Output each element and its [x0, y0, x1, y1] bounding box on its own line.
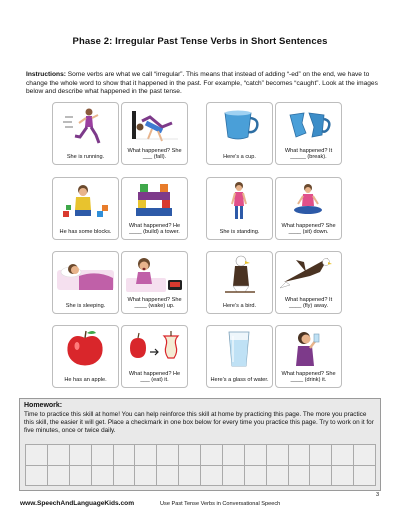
apple-core-icon: [122, 326, 187, 370]
practice-checkbox[interactable]: [179, 445, 201, 466]
practice-checkbox[interactable]: [267, 466, 289, 487]
eagle-perched-icon: [207, 252, 272, 296]
picture-card: [121, 177, 188, 240]
card-caption: Here’s a bird.: [222, 303, 257, 310]
practice-checkbox[interactable]: [135, 466, 157, 487]
card-caption: What happened? She ____ (drink) it.: [281, 370, 336, 384]
waking-girl-icon: [122, 252, 187, 296]
practice-checkbox[interactable]: [223, 466, 245, 487]
picture-card: [206, 325, 273, 388]
practice-checkbox[interactable]: [70, 445, 92, 466]
practice-checkbox[interactable]: [354, 466, 376, 487]
instructions-text: Some verbs are what we call “irregular”. This means that instead of adding “-ed” on the end, we have to change the whole word to show that it happened in the past. For example, “catch” becomes “caught”. Look at the images below and describe what happened in the past tense.: [26, 71, 378, 96]
picture-card: [206, 251, 273, 314]
card-caption: What happened? It _____ (break).: [284, 147, 333, 161]
water-glass-icon: [207, 326, 272, 370]
picture-card: [121, 325, 188, 388]
practice-checkbox[interactable]: [245, 466, 267, 487]
picture-card: [52, 177, 119, 240]
picture-card: [206, 177, 273, 240]
practice-checkbox[interactable]: [289, 466, 311, 487]
practice-checkbox[interactable]: [92, 466, 114, 487]
card-caption: What happened? She ____ (wake) up.: [127, 296, 182, 310]
card-caption: What happened? It ____ (fly) away.: [284, 296, 333, 310]
practice-checkbox[interactable]: [157, 466, 179, 487]
practice-checkbox-grid: [25, 444, 376, 486]
card-caption: Here’s a cup.: [223, 154, 256, 161]
boy-with-blocks-icon: [53, 178, 118, 222]
picture-card: [275, 177, 342, 240]
falling-girl-icon: [122, 103, 187, 147]
card-caption: He has some blocks.: [59, 229, 112, 236]
card-caption: He has an apple.: [64, 377, 107, 384]
practice-checkbox[interactable]: [267, 445, 289, 466]
practice-checkbox[interactable]: [26, 445, 48, 466]
page-title: Phase 2: Irregular Past Tense Verbs in Short Sentences: [72, 36, 328, 47]
instructions-label: Instructions:: [26, 71, 66, 78]
practice-checkbox[interactable]: [354, 445, 376, 466]
practice-checkbox[interactable]: [114, 445, 136, 466]
card-caption: Here’s a glass of water.: [210, 377, 269, 384]
picture-card: [52, 102, 119, 165]
picture-card: [275, 102, 342, 165]
homework-text: Time to practice this skill at home! You can help reinforce this skill at home by practicing this page. The more you practice this skill, the easier it will get. Place a checkmark in one box below for every time you practice this page. Try to work on it for five minutes, once or twice daily.: [24, 411, 374, 435]
card-caption: She is running.: [66, 154, 105, 161]
blue-cup-icon: [207, 103, 272, 147]
practice-checkbox[interactable]: [70, 466, 92, 487]
practice-checkbox[interactable]: [310, 445, 332, 466]
practice-checkbox[interactable]: [310, 466, 332, 487]
page-number: 3: [376, 492, 380, 498]
practice-checkbox[interactable]: [289, 445, 311, 466]
picture-card: [206, 102, 273, 165]
card-caption: She is sleeping.: [65, 303, 106, 310]
picture-card: [275, 325, 342, 388]
standing-girl-icon: [207, 178, 272, 222]
block-tower-icon: [122, 178, 187, 222]
card-caption: What happened? She ___ (fall).: [127, 147, 182, 161]
running-girl-icon: [53, 103, 118, 147]
practice-checkbox[interactable]: [26, 466, 48, 487]
sitting-girl-icon: [276, 178, 341, 222]
picture-card: [121, 102, 188, 165]
practice-checkbox[interactable]: [332, 445, 354, 466]
girl-drinking-icon: [276, 326, 341, 370]
picture-card: [121, 251, 188, 314]
card-caption: She is standing.: [219, 229, 260, 236]
picture-card: [52, 325, 119, 388]
sleeping-girl-icon: [53, 252, 118, 296]
homework-box: [19, 398, 381, 491]
picture-card: [52, 251, 119, 314]
footer-subtitle: Use Past Tense Verbs in Conversational Speech: [160, 501, 281, 507]
practice-checkbox[interactable]: [157, 445, 179, 466]
practice-checkbox[interactable]: [179, 466, 201, 487]
card-caption: What happened? He ____ (build) a tower.: [128, 222, 181, 236]
practice-checkbox[interactable]: [245, 445, 267, 466]
practice-checkbox[interactable]: [201, 445, 223, 466]
practice-checkbox[interactable]: [332, 466, 354, 487]
picture-card: [275, 251, 342, 314]
eagle-flying-icon: [276, 252, 341, 296]
card-caption: What happened? She ____ (sit) down.: [281, 222, 336, 236]
red-apple-icon: [53, 326, 118, 370]
card-caption: What happened? He ___ (eat) it.: [128, 370, 181, 384]
practice-checkbox[interactable]: [48, 445, 70, 466]
practice-checkbox[interactable]: [223, 445, 245, 466]
practice-checkbox[interactable]: [135, 445, 157, 466]
practice-checkbox[interactable]: [201, 466, 223, 487]
homework-title: Homework:: [24, 402, 63, 409]
practice-checkbox[interactable]: [48, 466, 70, 487]
practice-checkbox[interactable]: [92, 445, 114, 466]
footer-website: www.SpeechAndLanguageKids.com: [20, 500, 135, 507]
practice-checkbox[interactable]: [114, 466, 136, 487]
broken-cup-icon: [276, 103, 341, 147]
